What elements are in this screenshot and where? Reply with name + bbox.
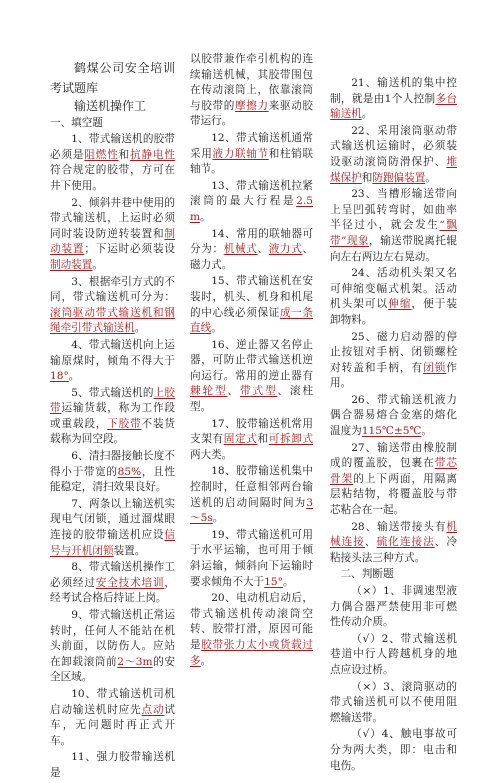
answer-underlined: 2.5 m xyxy=(190,195,313,223)
question-item xyxy=(50,750,175,781)
question-text: 25、磁力启动器的停止按钮对手柄、闭锁螺栓对转盖和手柄，有 xyxy=(330,330,457,374)
answer-underlined: 信号与开机闭锁 xyxy=(50,529,175,557)
answer-underlined: 胶带张力太小或货载过多 xyxy=(190,638,314,667)
question-text: 。 xyxy=(425,171,436,184)
question-text: 、滚柱型。 xyxy=(190,385,314,414)
answer-underlined: 硫化连接法 xyxy=(376,536,435,549)
answer-underlined: 防跑偏装置 xyxy=(372,171,426,184)
question-text: 15、带式输送机在安装时，机头、机身和机尾的中心线必须保证 xyxy=(190,275,313,319)
question-text: 。 xyxy=(421,425,432,438)
question-text: 3、根据牵引方式的不同，带式输送机可分为： xyxy=(50,275,175,304)
question-item xyxy=(330,727,457,774)
question-item xyxy=(330,393,457,440)
answer-underlined: 下胶带 xyxy=(107,417,142,430)
answer-underlined: 阻燃性 xyxy=(84,148,119,161)
question-item xyxy=(190,591,313,669)
question-text: 、 xyxy=(257,243,269,256)
question-text: ，便于装卸物料。 xyxy=(330,298,457,326)
question-text: 。 xyxy=(211,322,222,335)
question-text: 、磁力式。 xyxy=(190,243,314,271)
question-item xyxy=(50,132,175,194)
question-item xyxy=(50,497,175,559)
question-text: 和 xyxy=(257,433,269,446)
question-text: 、冷粘接头法三种方式。 xyxy=(330,536,457,564)
answer-underlined: 成一条直线 xyxy=(190,306,314,335)
answer-underlined: 15° xyxy=(264,575,283,588)
question-text: 6、清扫器接触长度不得小于带宽的 xyxy=(50,450,175,478)
question-text: 。 xyxy=(68,370,80,383)
answer-underlined: 3～5s xyxy=(190,496,313,525)
question-item xyxy=(50,386,175,448)
question-text: 和 xyxy=(361,171,373,184)
question-text: 12、带式输送机通常采用 xyxy=(190,131,313,160)
answer-underlined: 可拆卸式 xyxy=(268,433,314,446)
question-text: 。 xyxy=(92,258,103,271)
answer-underlined: 机械连接 xyxy=(330,520,457,549)
answer-underlined: 液力式 xyxy=(268,243,303,256)
question-text: 17、胶带输送机常用支架有 xyxy=(190,417,313,446)
question-text: 21、输送机的集中控制，就是由1个人控制 xyxy=(330,77,457,105)
answer-underlined: 2～3m xyxy=(117,655,153,668)
question-text: 1、带式输送机的胶带必须是 xyxy=(50,133,175,161)
question-text: 符合规定的胶带，方可在井下使用。 xyxy=(50,164,175,192)
question-text: 8、带式输送机操作工必须经过 xyxy=(50,561,175,589)
question-text: 14、常用的联轴器可分为： xyxy=(190,227,313,256)
question-text: 5、带式输送机的 xyxy=(71,386,154,399)
question-text: 。 xyxy=(361,108,373,121)
question-text: 作用。 xyxy=(330,361,457,390)
col3b-questions xyxy=(330,584,457,774)
question-item xyxy=(330,584,457,631)
section-heading-judge: 二、判断题 xyxy=(340,568,394,581)
column-3 xyxy=(330,76,457,775)
answer-underlined: 抗静电性 xyxy=(130,148,176,161)
question-text: 9、带式输送机正常运转时，任何人不能站在机头前面，以防伤人。应站在卸载滚筒前 xyxy=(50,609,175,668)
question-item xyxy=(330,520,457,567)
question-text: 以胶带兼作牵引机构的连续输送机械，其胶带围包在传动滚筒上，依靠滚筒与胶带的 xyxy=(190,53,313,112)
answer-underlined: 液力联轴节 xyxy=(212,147,269,160)
question-item xyxy=(50,338,175,385)
question-item xyxy=(190,227,313,274)
section-heading-fill: 一、填空题 xyxy=(50,116,103,129)
question-text: 、 xyxy=(227,385,240,398)
question-text: （√）4、触电事故可分为两大类，即：电击和电伤。 xyxy=(330,728,457,772)
question-text: 的上下两面，用隔离层粘结物，将覆盖胶与带芯粘合在一起。 xyxy=(330,472,457,517)
question-item xyxy=(50,687,175,749)
question-text: 2、倾斜井巷中使用的带式输送机，上运时必须同时装设防逆转装置和 xyxy=(50,196,175,240)
question-text: 。 xyxy=(282,575,294,588)
col1-questions xyxy=(50,132,175,781)
question-item xyxy=(330,124,457,186)
question-text: 19、带式输送机可用于水平运输，也可用于倾斜运输，倾斜向下运输时要求倾角不大于 xyxy=(190,528,313,588)
question-text: （√）2、带式输送机巷道中行人跨越机身的地点应设过桥。 xyxy=(330,632,457,676)
col2-questions xyxy=(190,52,313,669)
question-text: 。 xyxy=(200,210,211,223)
question-text: 27、输送带由橡胶制成的覆盖胶，包裹在 xyxy=(330,441,457,470)
question-text: 20、电动机启动后，带式输送机传动滚筒空转、胶带打滑，原因可能是 xyxy=(190,592,313,651)
question-item xyxy=(330,330,457,392)
answer-underlined: 85% xyxy=(117,465,142,478)
question-item xyxy=(330,266,457,328)
question-item xyxy=(330,187,457,265)
answer-underlined: 制动装置 xyxy=(50,227,175,256)
answer-underlined: 闭锁 xyxy=(423,361,447,374)
question-text: 16、逆止器又名停止器，可防止带式输送机逆向运行。常用的逆止器有 xyxy=(190,338,313,382)
answer-underlined: 带式型 xyxy=(239,385,278,398)
question-item xyxy=(190,464,313,526)
question-item xyxy=(190,179,313,226)
page-title: 鹤煤公司安全培训考试题库 xyxy=(50,61,175,95)
column-2 xyxy=(190,52,313,670)
question-text: 。 xyxy=(212,512,224,525)
question-text: 28、输送带接头有 xyxy=(351,520,447,533)
col3-questions xyxy=(330,76,457,566)
question-text: 不装货载称为回空段。 xyxy=(50,417,176,446)
question-text: （×）3、滚筒驱动的带式输送机可以不使用阻燃输送带。 xyxy=(330,680,457,724)
answer-underlined: 上胶带 xyxy=(50,386,176,415)
answer-underlined: 滚筒驱动带式输送机和钢绳牵引带式输送机 xyxy=(50,306,175,335)
answer-underlined: 固定式 xyxy=(223,433,258,446)
question-text: （×）1、非调速型液力偶合器严禁使用非可燃性传动介质。 xyxy=(330,585,457,629)
answer-underlined: 摩擦力 xyxy=(234,99,269,112)
question-item xyxy=(190,52,313,130)
question-text: 7、两条以上输送机实现电气闭锁，通过溜煤眼连接的胶带输送机应设 xyxy=(50,497,175,542)
question-text: 试车，无问题时再正式开车。 xyxy=(50,703,176,747)
question-text: 。 xyxy=(200,654,212,667)
question-text: ，且性能稳定，清扫效果良好。 xyxy=(50,465,176,494)
question-item xyxy=(330,441,457,519)
question-text: 4、带式输送机向上运输原煤时，倾角不得大于 xyxy=(50,338,175,367)
answer-underlined: 棘轮型 xyxy=(190,385,228,398)
answer-underlined: 点动 xyxy=(141,703,165,716)
question-text: 13、带式输送机拉紧滚筒的最大行程是 xyxy=(190,179,313,208)
answer-underlined: 堆煤保护 xyxy=(330,155,457,184)
answer-underlined: 制动装置 xyxy=(50,258,93,271)
question-item xyxy=(190,528,313,590)
question-text: 24、活动机头架又名可伸缩变幅式机架。活动机头架可以 xyxy=(330,267,457,311)
question-text: 。 xyxy=(134,322,146,335)
answer-underlined: 安全技术培训 xyxy=(95,576,165,589)
question-text: 10、带式输送机司机启动输送机时应先 xyxy=(50,687,175,716)
question-text: 22、采用滚筒驱动带式输送机运输时，必须装设驱动滚筒防滑保护、 xyxy=(330,124,457,168)
question-text: 18、胶带输送机集中控制时，任意相邻两台输送机的启动间隔时间为 xyxy=(190,465,313,509)
answer-underlined: “飘带”现象 xyxy=(330,219,457,247)
question-item xyxy=(190,274,313,336)
question-item xyxy=(330,680,457,727)
question-item xyxy=(330,632,457,679)
answer-underlined: 带芯骨架 xyxy=(330,457,457,485)
question-item xyxy=(190,417,313,464)
question-text: 装置。 xyxy=(113,544,146,557)
subtitle: 输送机操作工 xyxy=(74,99,147,113)
question-text: 23、当槽形输送带向上呈凹弧转弯时，如曲率半径过小，就会发生 xyxy=(330,188,457,232)
question-text: 来驱动胶带运行。 xyxy=(190,99,314,128)
question-text: 、 xyxy=(364,536,377,549)
question-item xyxy=(50,275,175,337)
question-item xyxy=(50,449,175,496)
question-text: 和柱销联轴节。 xyxy=(190,147,314,176)
question-text: ，输送带脱离托辊向左右两边左右晃动。 xyxy=(330,234,458,263)
answer-underlined: 伸缩 xyxy=(388,298,412,311)
question-item xyxy=(190,131,313,178)
question-text: 两大类。 xyxy=(190,448,233,461)
answer-underlined: 18° xyxy=(50,370,69,383)
question-text: 和 xyxy=(118,148,131,161)
question-text: 运输货载，称为工作段或重载段， xyxy=(50,402,176,430)
answer-underlined: 115℃±5℃ xyxy=(361,425,422,438)
question-item xyxy=(190,338,313,416)
question-text: 26、带式输送机液力偶合器易熔合金塞的熔化温度为 xyxy=(330,393,457,438)
question-text: ，经考试合格后持证上岗。 xyxy=(50,576,176,605)
question-item xyxy=(50,196,175,274)
column-1 xyxy=(50,58,175,783)
answer-underlined: 机械式 xyxy=(223,243,258,256)
question-item xyxy=(50,560,175,607)
answer-underlined: 多台输送机 xyxy=(330,92,457,121)
question-item xyxy=(330,76,457,123)
question-text: 11、强力胶带输送机是 xyxy=(50,751,175,779)
question-text: 的安全区域。 xyxy=(50,655,176,684)
question-item xyxy=(50,608,175,686)
question-text: ；下运时必须装设 xyxy=(84,243,176,256)
